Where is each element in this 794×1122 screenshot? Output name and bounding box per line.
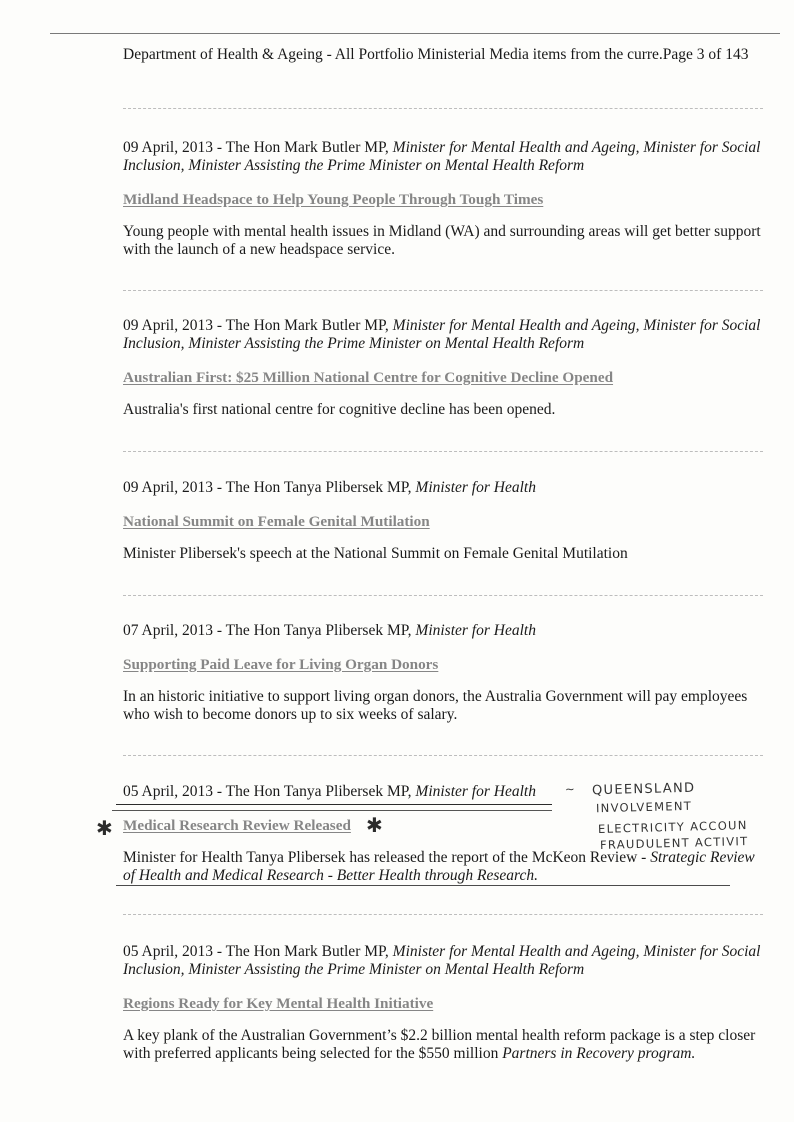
handwritten-note: ELECTRICITY ACCOUN	[597, 818, 748, 836]
divider	[123, 108, 763, 109]
item-summary: Australia's first national centre for cognitive decline has been opened.	[123, 401, 556, 418]
handwritten-note: ~	[564, 781, 577, 797]
divider	[123, 290, 763, 291]
top-rule	[50, 33, 780, 34]
media-item	[123, 479, 763, 563]
asterisk-mark-icon: ✱	[96, 816, 113, 840]
handwritten-note: INVOLVEMENT	[595, 798, 693, 816]
item-summary: A key plank of the Australian Government’s $2.2 billion mental health reform package is a step closer with preferred applicants being selected for the $550 million Partners in Recovery program.	[123, 1027, 756, 1062]
divider	[123, 451, 763, 452]
item-summary: Minister for Health Tanya Plibersek has released the report of the McKeon Review - Strategic Review of Health and Medical Research - Better Health through Research.	[123, 849, 755, 884]
item-byline: 09 April, 2013 - The Hon Mark Butler MP, Minister for Mental Health and Ageing, Minister for Social Inclusion, Minister Assisting the Prime Minister on Mental Health Reform	[123, 317, 761, 352]
item-summary: Minister Plibersek's speech at the National Summit on Female Genital Mutilation	[123, 545, 628, 562]
item-byline: 05 April, 2013 - The Hon Mark Butler MP, Minister for Mental Health and Ageing, Minister for Social Inclusion, Minister Assisting the Prime Minister on Mental Health Reform	[123, 943, 761, 978]
item-title-link[interactable]: Supporting Paid Leave for Living Organ Donors	[123, 656, 439, 673]
item-byline: 09 April, 2013 - The Hon Mark Butler MP, Minister for Mental Health and Ageing, Minister for Social Inclusion, Minister Assisting the Prime Minister on Mental Health Reform	[123, 139, 761, 174]
item-summary: In an historic initiative to support living organ donors, the Australia Government will pay employees who wish to become donors up to six weeks of salary.	[123, 688, 748, 723]
item-title-link[interactable]: Medical Research Review Released	[123, 817, 351, 834]
handwritten-underline	[116, 885, 730, 886]
media-item	[123, 943, 763, 1063]
media-item	[123, 139, 763, 259]
item-title-link[interactable]: Australian First: $25 Million National Centre for Cognitive Decline Opened	[123, 369, 614, 386]
header-title: Department of Health & Ageing - All Portfolio Ministerial Media items from the curre.	[123, 46, 663, 63]
item-byline: 05 April, 2013 - The Hon Tanya Plibersek MP, Minister for Health	[123, 783, 536, 800]
media-item	[123, 317, 763, 419]
asterisk-mark-icon: ✱	[366, 813, 383, 837]
media-item	[123, 622, 763, 724]
divider	[123, 914, 763, 915]
page-header	[123, 46, 748, 64]
item-summary: Young people with mental health issues in Midland (WA) and surrounding areas will get better support with the launch of a new headspace service.	[123, 223, 761, 258]
handwritten-note: QUEENSLAND	[591, 780, 696, 799]
item-byline: 09 April, 2013 - The Hon Tanya Plibersek MP, Minister for Health	[123, 479, 536, 496]
item-title-link[interactable]: National Summit on Female Genital Mutilation	[123, 513, 430, 530]
handwritten-underline	[116, 804, 552, 805]
page-number: Page 3 of 143	[662, 46, 749, 63]
item-byline: 07 April, 2013 - The Hon Tanya Plibersek MP, Minister for Health	[123, 622, 536, 639]
handwritten-underline	[112, 810, 552, 811]
divider	[123, 755, 763, 756]
item-title-link[interactable]: Midland Headspace to Help Young People Through Tough Times	[123, 191, 544, 208]
handwritten-note: FRAUDULENT ACTIVIT	[599, 834, 749, 852]
divider	[123, 595, 763, 596]
item-title-link[interactable]: Regions Ready for Key Mental Health Initiative	[123, 995, 434, 1012]
